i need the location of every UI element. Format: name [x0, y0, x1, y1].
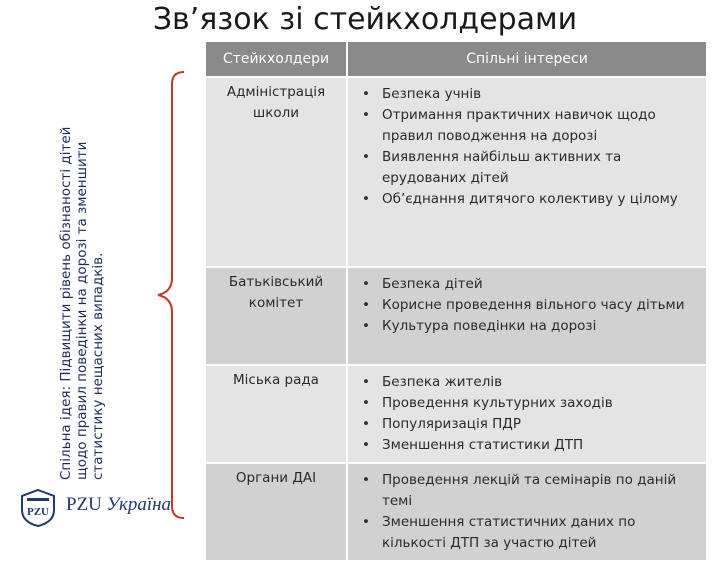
interests-cell — [347, 267, 706, 365]
interests-cell — [347, 365, 706, 463]
side-note-line: статистику нещасних випадків. — [90, 252, 106, 480]
stakeholder-table — [206, 42, 706, 562]
list-item: • Проведення лекцій та семінарів по даній темі — [382, 470, 700, 512]
stakeholder-cell: Батьківський комітет — [206, 267, 347, 365]
list-item: • Культура поведінки на дорозі — [382, 316, 700, 337]
table-row — [206, 463, 706, 561]
list-item: • Зменшення статистики ДТП — [382, 435, 700, 456]
list-item: • Корисне проведення вільного часу дітьми — [382, 295, 700, 316]
column-header-stakeholders: Стейкхолдери — [206, 42, 347, 77]
list-item: • Безпека дітей — [382, 274, 700, 295]
side-note-line: Спільна ідея: Підвищити рівень обізнаності дітей — [58, 126, 74, 480]
table-row — [206, 365, 706, 463]
table-header-row — [206, 42, 706, 77]
list-item: • Виявлення найбільш активних та ерудованих дітей — [382, 147, 700, 189]
side-note — [42, 40, 122, 480]
stakeholder-cell: Органи ДАІ — [206, 463, 347, 561]
side-note-line: щодо правил поведінки на дорозі та зменшити — [74, 141, 90, 480]
slide-title: Зв’язок зі стейкхолдерами — [152, 2, 578, 37]
list-item: • Об’єднання дитячого колективу у цілому — [382, 189, 700, 210]
list-item: • Проведення культурних заходів — [382, 393, 700, 414]
list-item: • Зменшення статистичних даних по кількості ДТП за участю дітей — [382, 512, 700, 554]
stakeholder-cell: Міська рада — [206, 365, 347, 463]
table-row — [206, 267, 706, 365]
list-item: • Отримання практичних навичок щодо правил поводження на дорозі — [382, 105, 700, 147]
logo-brand: PZU — [66, 494, 102, 515]
list-item: • Безпека учнів — [382, 84, 700, 105]
interests-cell — [347, 463, 706, 561]
interests-cell — [347, 77, 706, 267]
curly-brace-icon — [150, 70, 190, 520]
list-item: • Популяризація ПДР — [382, 414, 700, 435]
stakeholder-cell: Адміністрація школи — [206, 77, 347, 267]
pzu-emblem-icon — [18, 488, 58, 528]
pzu-logo — [18, 488, 172, 528]
logo-country: Україна — [106, 494, 172, 515]
table-row — [206, 77, 706, 267]
column-header-interests: Спільні інтереси — [347, 42, 706, 77]
emblem-text: PZU — [27, 506, 49, 518]
list-item: • Безпека жителів — [382, 372, 700, 393]
